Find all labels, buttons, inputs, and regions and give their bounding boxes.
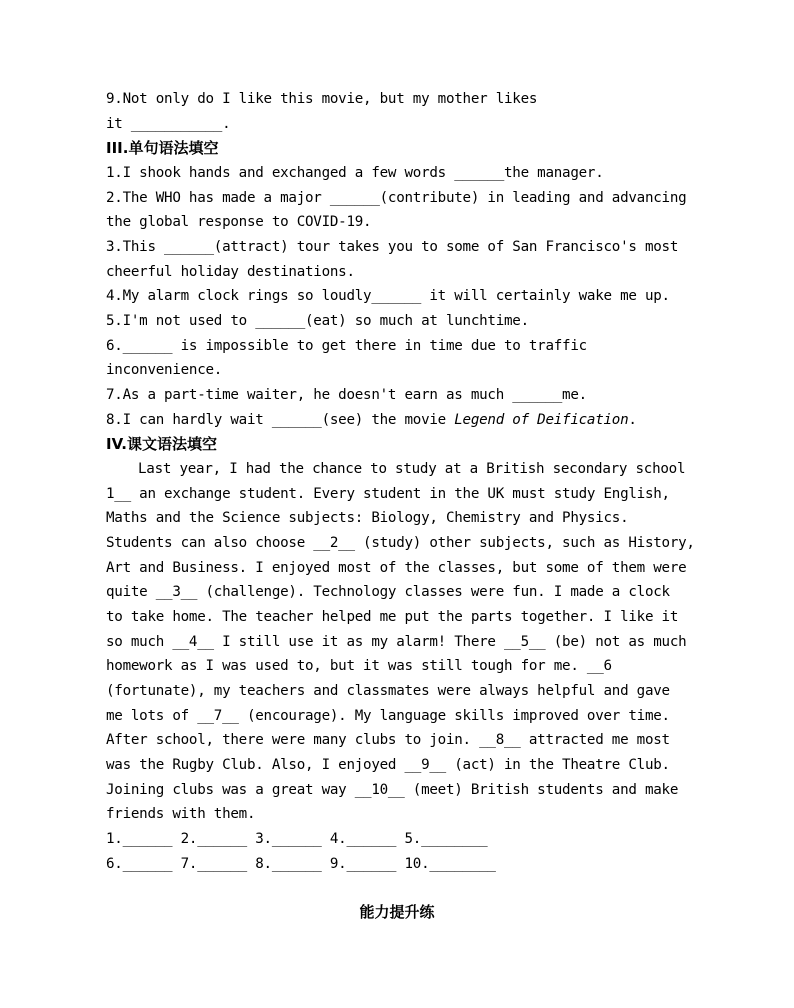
section-3-line: 1.I shook hands and exchanged a few words ______the manager. [106,165,604,181]
passage-line: Joining clubs was a great way __10__ (meet) British students and make [106,782,679,798]
passage-line: homework as I was used to, but it was still tough for me. __6 [106,658,612,674]
line-8-suffix: . [628,412,637,428]
section-3-line: 6.______ is impossible to get there in time due to traffic [106,338,587,354]
section-3-heading: III.单句语法填空 [106,139,219,157]
section-3-line: 7.As a part-time waiter, he doesn't earn as much ______me. [106,387,587,403]
section-3-line: 5.I'm not used to ______(eat) so much at lunchtime. [106,313,529,329]
section-4-heading: IV.课文语法填空 [106,435,217,453]
passage-line: was the Rugby Club. Also, I enjoyed __9__ (act) in the Theatre Club. [106,757,670,773]
passage-line: Maths and the Science subjects: Biology, Chemistry and Physics. [106,510,629,526]
passage-line: me lots of __7__ (encourage). My language skills improved over time. [106,708,670,724]
section-3-line: 3.This ______(attract) tour takes you to some of San Francisco's most [106,239,679,255]
passage-line: After school, there were many clubs to join. __8__ attracted me most [106,732,670,748]
question-9-line1: 9.Not only do I like this movie, but my mother likes [106,91,538,107]
passage-line: friends with them. [106,806,256,822]
line-8-prefix: 8.I can hardly wait ______(see) the movie [106,412,455,428]
ability-practice-title: 能力提升练 [359,903,435,921]
passage-line: Art and Business. I enjoyed most of the classes, but some of them were [106,560,687,576]
section-3-line: 4.My alarm clock rings so loudly______ it will certainly wake me up. [106,288,670,304]
passage-line: (fortunate), my teachers and classmates were always helpful and gave [106,683,670,699]
answer-blanks-row-2: 6.______ 7.______ 8.______ 9.______ 10.________ [106,856,496,872]
answer-blanks-row-1: 1.______ 2.______ 3.______ 4.______ 5.________ [106,831,488,847]
section-3-line: cheerful holiday destinations. [106,264,355,280]
section-3-line: the global response to COVID-19. [106,214,372,230]
section-3-line-8 [106,410,637,430]
section-3-line: 2.The WHO has made a major ______(contribute) in leading and advancing [106,190,687,206]
question-9-line2: it ___________. [106,116,231,132]
passage-line: to take home. The teacher helped me put the parts together. I like it [106,609,679,625]
passage-line: Last year, I had the chance to study at a British secondary school [138,461,686,477]
passage-line: Students can also choose __2__ (study) other subjects, such as History, [106,535,695,551]
section-3-line: inconvenience. [106,362,223,378]
passage-line: so much __4__ I still use it as my alarm! There __5__ (be) not as much [106,634,687,650]
passage-line: 1__ an exchange student. Every student in the UK must study English, [106,486,670,502]
passage-line: quite __3__ (challenge). Technology classes were fun. I made a clock [106,584,670,600]
movie-title: Legend of Deification [454,412,629,428]
